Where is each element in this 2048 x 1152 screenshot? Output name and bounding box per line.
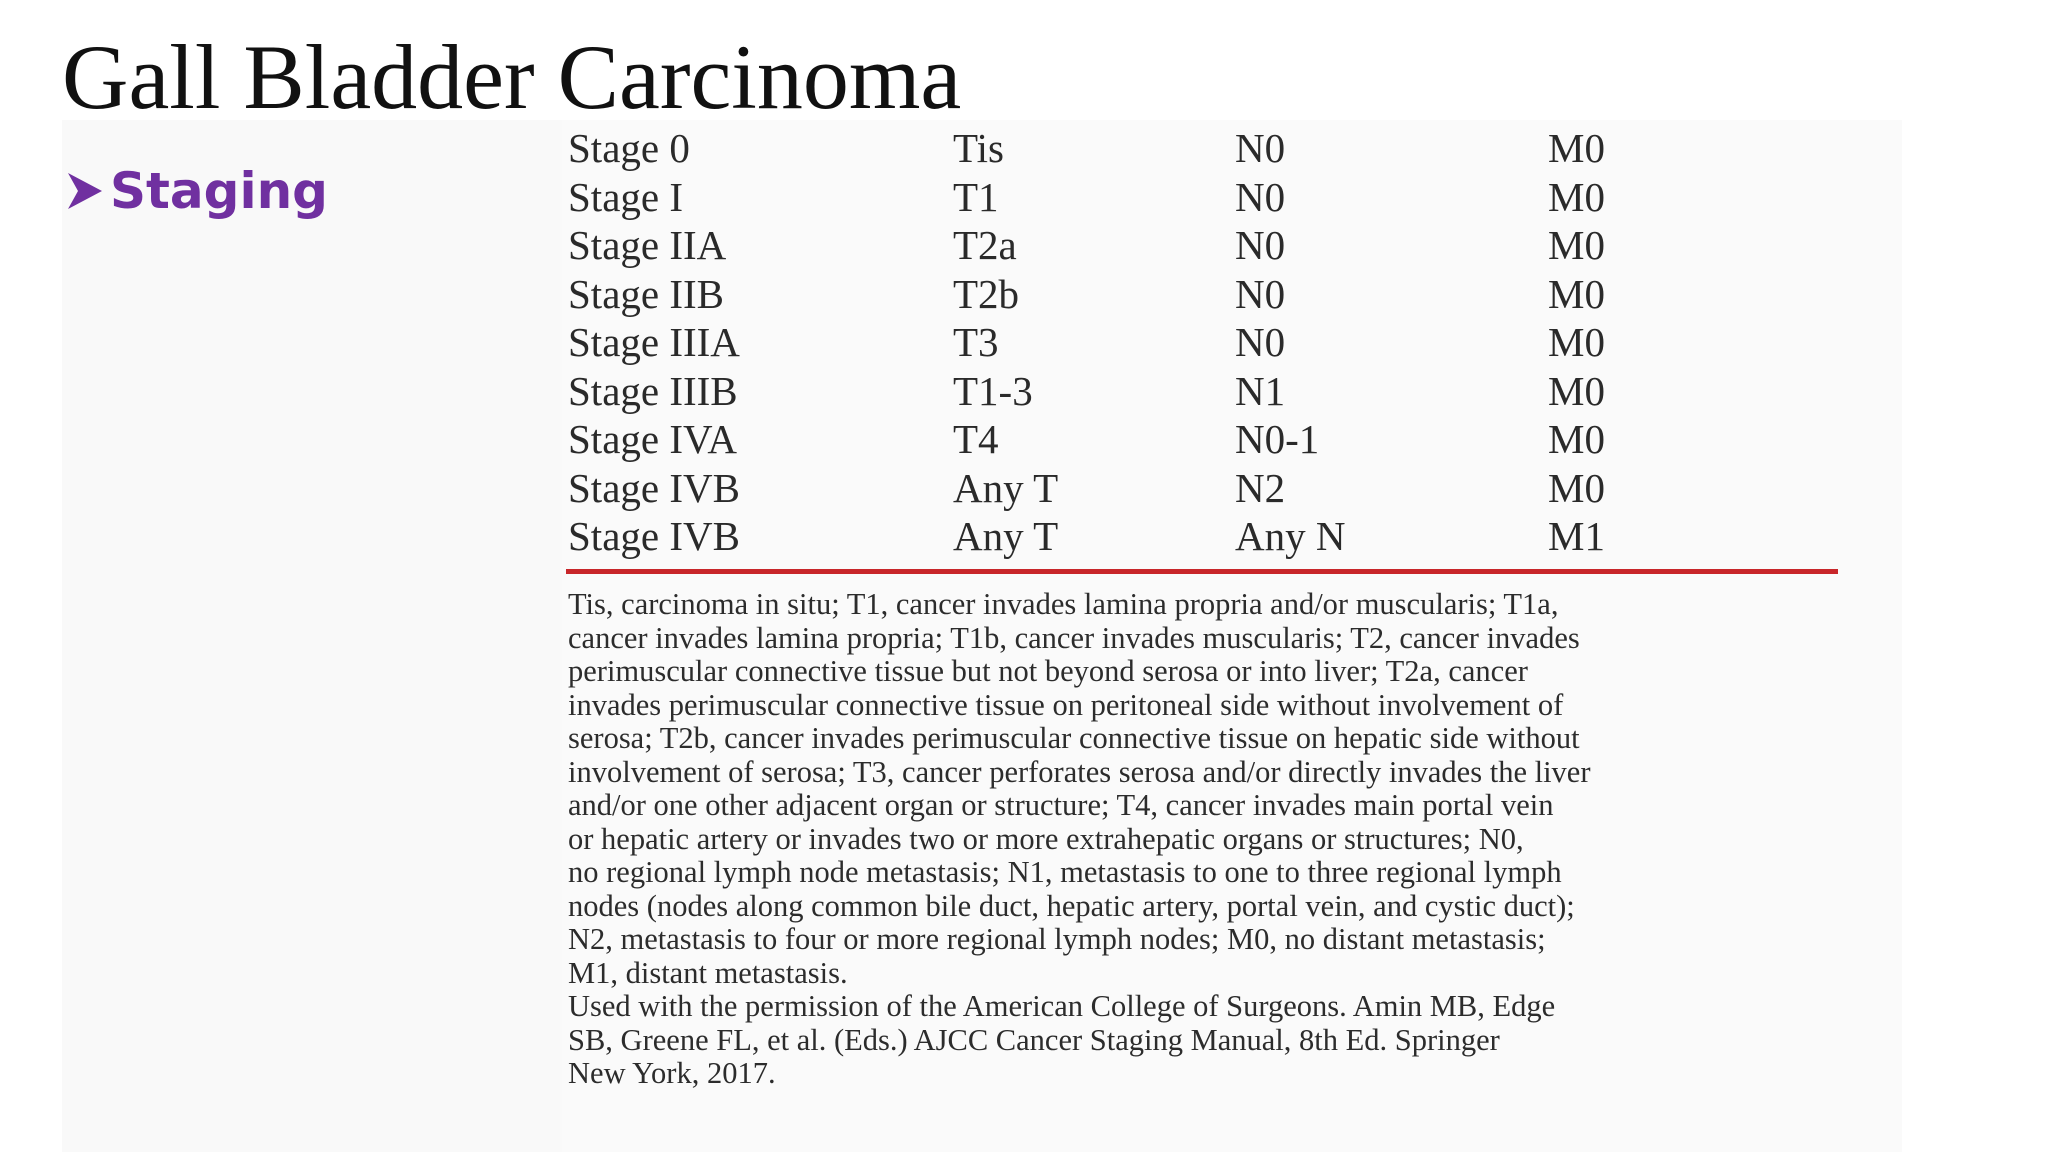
- n-category-cell: N1: [1235, 367, 1286, 414]
- m-category-cell: M0: [1548, 270, 1605, 317]
- t-category-cell: Any T: [953, 464, 1059, 511]
- staging-table: [568, 124, 1698, 561]
- stage-cell: Stage IIIA: [568, 319, 740, 365]
- table-row: [568, 512, 1698, 561]
- footnote-line: M1, distant metastasis.: [568, 955, 848, 990]
- stage-cell: Stage IVB: [568, 513, 740, 559]
- arrow-bullet-icon: [66, 169, 104, 213]
- t-category-cell: Any T: [953, 513, 1059, 559]
- bullet-staging: [66, 160, 328, 222]
- staging-footnote: [568, 588, 1843, 1091]
- t-category-cell: T4: [953, 416, 999, 462]
- footnote-line: and/or one other adjacent organ or structure; T4, cancer invades main portal vein: [568, 788, 1554, 822]
- n-category-cell: N0: [1235, 319, 1286, 365]
- stage-cell: Stage 0: [568, 125, 690, 171]
- stage-cell: Stage IIA: [568, 222, 727, 268]
- slide-title: Gall Bladder Carcinoma: [62, 26, 962, 128]
- stage-cell: Stage IIIB: [568, 367, 738, 414]
- table-row: [568, 415, 1698, 464]
- bullet-label: Staging: [110, 162, 328, 220]
- footnote-line: Used with the permission of the American College of Surgeons. Amin MB, Edge: [568, 989, 1556, 1023]
- footnote-line: invades perimuscular connective tissue on peritoneal side without involvement of: [568, 687, 1564, 722]
- m-category-cell: M0: [1548, 222, 1605, 268]
- m-category-cell: M0: [1548, 173, 1605, 220]
- footnote-line: serosa; T2b, cancer invades perimuscular connective tissue on hepatic side without: [568, 721, 1580, 755]
- t-category-cell: Tis: [953, 125, 1004, 171]
- m-category-cell: M1: [1548, 513, 1605, 559]
- t-category-cell: T2a: [953, 222, 1017, 268]
- table-row: [568, 318, 1698, 367]
- m-category-cell: M0: [1548, 464, 1605, 511]
- table-divider-rule: [566, 569, 1838, 574]
- stage-cell: Stage I: [568, 173, 683, 220]
- table-row: [568, 464, 1698, 513]
- t-category-cell: T1-3: [953, 367, 1033, 414]
- footnote-line: involvement of serosa; T3, cancer perforates serosa and/or directly invades the liver: [568, 754, 1591, 789]
- n-category-cell: Any N: [1235, 513, 1346, 559]
- n-category-cell: N0-1: [1235, 416, 1320, 462]
- m-category-cell: M0: [1548, 125, 1605, 171]
- table-row: [568, 221, 1698, 270]
- n-category-cell: N0: [1235, 173, 1286, 220]
- t-category-cell: T1: [953, 173, 999, 220]
- stage-cell: Stage IVB: [568, 464, 740, 511]
- table-row: [568, 124, 1698, 173]
- footnote-line: perimuscular connective tissue but not beyond serosa or into liver; T2a, cancer: [568, 654, 1528, 688]
- footnote-line: cancer invades lamina propria; T1b, cancer invades muscularis; T2, cancer invades: [568, 620, 1580, 655]
- n-category-cell: N0: [1235, 222, 1286, 268]
- stage-cell: Stage IIB: [568, 270, 724, 317]
- n-category-cell: N2: [1235, 464, 1286, 511]
- stage-cell: Stage IVA: [568, 416, 737, 462]
- footnote-line: no regional lymph node metastasis; N1, metastasis to one to three regional lymph: [568, 855, 1562, 889]
- footnote-line: New York, 2017.: [568, 1056, 776, 1090]
- table-row: [568, 270, 1698, 319]
- footnote-line: N2, metastasis to four or more regional lymph nodes; M0, no distant metastasis;: [568, 922, 1546, 956]
- footnote-line: Tis, carcinoma in situ; T1, cancer invades lamina propria and/or muscularis; T1a,: [568, 587, 1559, 621]
- footnote-line: or hepatic artery or invades two or more extrahepatic organs or structures; N0,: [568, 821, 1524, 856]
- m-category-cell: M0: [1548, 319, 1605, 365]
- n-category-cell: N0: [1235, 270, 1286, 317]
- footnote-line: nodes (nodes along common bile duct, hepatic artery, portal vein, and cystic duct);: [568, 888, 1575, 923]
- m-category-cell: M0: [1548, 367, 1605, 414]
- t-category-cell: T2b: [953, 270, 1020, 317]
- t-category-cell: T3: [953, 319, 999, 365]
- m-category-cell: M0: [1548, 416, 1605, 462]
- footnote-line: SB, Greene FL, et al. (Eds.) AJCC Cancer Staging Manual, 8th Ed. Springer: [568, 1022, 1500, 1057]
- table-row: [568, 173, 1698, 222]
- n-category-cell: N0: [1235, 125, 1286, 171]
- table-row: [568, 367, 1698, 416]
